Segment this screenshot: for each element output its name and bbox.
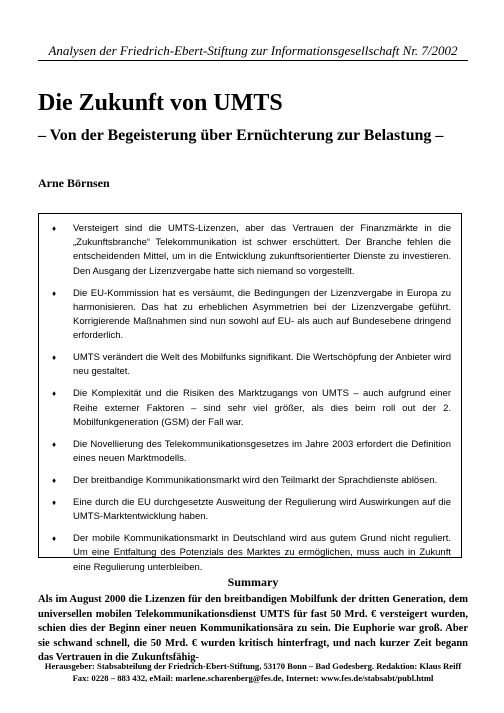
list-item [49, 474, 451, 488]
footer-publisher: Herausgeber: Stabsabteilung der Friedrich-Ebert-Stiftung, 53170 Bonn – Bad Godesberg. Redaktion: Klaus Reiff [44, 661, 462, 671]
list-item-text: Die Komplexität und die Risiken des Marktzugangs von UMTS – auch aufgrund einer Reihe externer Faktoren – sind sehr viel größer, als dies beim roll out der 2. Mobilfunkgeneration (GSM) der Fall war. [73, 388, 451, 428]
diamond-bullet-icon: ♦ [52, 389, 57, 399]
author-name: Arne Börnsen [38, 176, 110, 190]
list-item [49, 222, 451, 279]
list-item [49, 387, 451, 430]
summary-heading: Summary [227, 575, 279, 589]
list-item [49, 496, 451, 524]
list-item [49, 532, 451, 575]
list-item-text: Der breitbandige Kommunikationsmarkt wird den Teilmarkt der Sprachdienste ablösen. [73, 475, 438, 487]
diamond-bullet-icon: ♦ [52, 224, 57, 233]
list-item [49, 351, 451, 379]
theses-box [38, 213, 462, 573]
series-rule [38, 60, 468, 61]
series-line: Analysen der Friedrich-Ebert-Stiftung zur Informationsgesellschaft Nr. 7/2002 [48, 43, 458, 58]
diamond-bullet-icon: ♦ [52, 498, 57, 508]
page-subtitle: – Von der Begeisterung über Ernüchterung zur Belastung – [38, 127, 444, 144]
page-title: Die Zukunft von UMTS [38, 90, 283, 116]
diamond-bullet-icon: ♦ [52, 353, 57, 363]
theses-list [49, 222, 451, 575]
diamond-bullet-icon: ♦ [52, 439, 57, 449]
list-item-text: UMTS verändert die Welt des Mobilfunks signifikant. Die Wertschöpfung der Anbieter wird neu gestaltet. [73, 352, 451, 378]
list-item-text: Eine durch die EU durchgesetzte Ausweitung der Regulierung wird Auswirkungen auf die UMTS-Marktentwicklung haben. [73, 497, 451, 523]
list-item [49, 287, 451, 344]
list-item-text: Der mobile Kommunikationsmarkt in Deutschland wird aus gutem Grund nicht reguliert. Um eine Entfaltung des Potenzials des Marktes zu ermöglichen, muss auch in Zukunft eine Regulierung unterbleiben. [73, 533, 451, 573]
list-item [49, 438, 451, 466]
list-item-text: Versteigert sind die UMTS-Lizenzen, aber das Vertrauen der Finanzmärkte in die „Zukunftsbranche“ Telekommunikation ist schwer erschüttert. Der Branche fehlen die entscheidenden Mittel, um in die Entwicklung zukunftsorientierter Dienste zu investieren. Den Ausgang der Lizenzvergabe hatte sich niemand so vorgestellt. [73, 223, 451, 277]
footer [38, 660, 468, 684]
list-item-text: Die EU-Kommission hat es versäumt, die Bedingungen der Lizenzvergabe in Europa zu harmonisieren. Das hat zu erheblichen Asymmetrien bei der Lizenzvergabe geführt. Korrigierende Maßnahmen sind nun sowohl auf EU- als auch auf Bundesebene dringend erforderlich. [73, 287, 451, 342]
diamond-bullet-icon: ♦ [52, 288, 57, 298]
list-item-text: Die Novellierung des Telekommunikationsgesetzes im Jahre 2003 erfordert die Definition eines neuen Marktmodells. [73, 438, 451, 465]
summary-text: Als im August 2000 die Lizenzen für den breitbandigen Mobilfunk der dritten Generation, dem universellen mobilen Telekommunikationsdienst UMTS für fast 50 Mrd. € versteigert wurden, schien dies der Beginn einer neuen Kommunikationsära zu sein. Die Euphorie war groß. Aber sie schwand schnell, die 50 Mrd. € wurden kritisch hinterfragt, und nach kurzer Zeit begann das Vertrauen in die Zukunftsfähig- [38, 594, 468, 664]
footer-contact: Fax: 0228 – 883 432, eMail: marlene.scharenberg@fes.de, Internet: www.fes.de/stabsabt/publ.html [72, 673, 434, 683]
diamond-bullet-icon: ♦ [52, 476, 57, 486]
diamond-bullet-icon: ♦ [52, 534, 57, 544]
